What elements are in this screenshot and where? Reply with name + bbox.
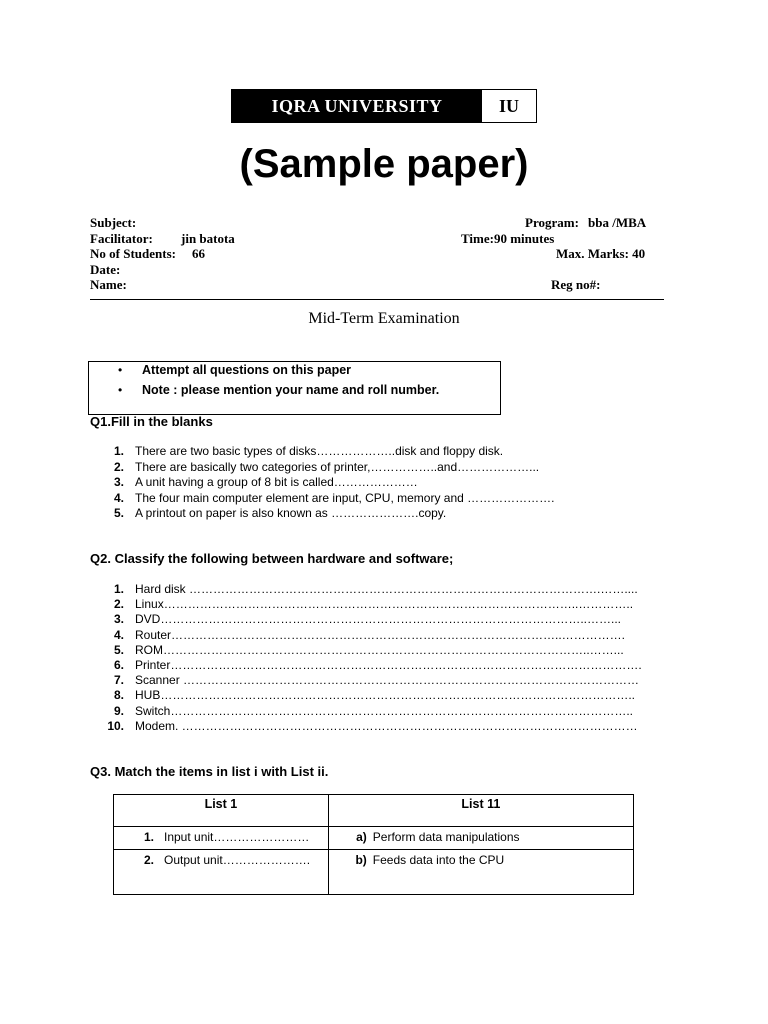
match-right-text: Perform data manipulations xyxy=(372,830,520,844)
question-number: 9. xyxy=(113,703,124,718)
university-logo xyxy=(231,89,537,123)
instruction-item: Attempt all questions on this paper xyxy=(142,363,352,377)
match-left-text: Output unit…………………. xyxy=(164,853,311,867)
sample-paper-title: (Sample paper) xyxy=(239,142,529,186)
facilitator-value: jin batota xyxy=(181,231,235,246)
program-value: bba /MBA xyxy=(588,215,647,230)
students-value: 66 xyxy=(192,246,205,261)
question-number: 3. xyxy=(113,475,124,489)
students-label: No of Students: xyxy=(90,246,176,261)
match-left-text: Input unit…………………… xyxy=(164,830,310,844)
question-text: There are two basic types of disks………………..disk and floppy disk. xyxy=(135,444,504,458)
question-text: Linux…………………………………………………………………………………………..………….. xyxy=(135,597,634,612)
question-text: DVD……………………………………………………………………………………………..……... xyxy=(135,612,622,627)
question-text: ROM……………………………………………………………………………………………..……... xyxy=(135,642,624,657)
question-number: 6. xyxy=(113,658,124,672)
subject-label: Subject: xyxy=(90,215,137,230)
q3-heading: Q3. Match the items in list i with List ii. xyxy=(90,764,329,779)
bullet-icon: • xyxy=(118,363,123,377)
match-table xyxy=(113,794,634,895)
question-text: HUB……………………………………………………………………………………………………….. xyxy=(135,688,636,703)
exam-title: Mid-Term Examination xyxy=(308,310,460,327)
question-number: 5. xyxy=(113,506,124,520)
question-text: The four main computer element are input, CPU, memory and …………………. xyxy=(135,490,555,505)
question-text: Printer………………………………………………………………………………………………………. xyxy=(135,658,642,672)
question-text: A unit having a group of 8 bit is called………………… xyxy=(135,475,418,489)
question-number: 8. xyxy=(113,688,124,703)
question-number: 1. xyxy=(113,582,124,596)
q1-heading: Q1.Fill in the blanks xyxy=(90,414,213,429)
instruction-item: Note : please mention your name and roll number. xyxy=(142,383,440,397)
question-number: 2. xyxy=(113,459,124,474)
match-left-cell xyxy=(114,850,329,895)
date-label: Date: xyxy=(90,262,121,277)
question-number: 4. xyxy=(113,627,124,642)
bullet-icon: • xyxy=(118,383,123,397)
university-abbr: IU xyxy=(498,95,519,116)
time-label: Time:90 minutes xyxy=(461,231,555,246)
name-label: Name: xyxy=(90,277,127,292)
question-text: Modem. …………………………………………………………………………………………………… xyxy=(135,718,638,733)
question-text: Scanner …………………………………………………………………………………………………… xyxy=(135,673,640,688)
match-left-cell xyxy=(114,827,329,850)
program-label: Program: xyxy=(525,215,579,230)
match-right-letter: a) xyxy=(356,830,367,844)
question-number: 5. xyxy=(113,642,124,657)
list1-header: List 1 xyxy=(114,795,329,827)
marks-label: Max. Marks: 40 xyxy=(556,246,646,261)
match-right-cell xyxy=(328,827,633,850)
university-name: IQRA UNIVERSITY xyxy=(232,90,482,122)
question-number: 7. xyxy=(113,673,124,688)
question-number: 1. xyxy=(113,444,124,458)
question-text: A printout on paper is also known as ………………….copy. xyxy=(135,506,447,520)
facilitator-label: Facilitator: xyxy=(90,231,153,246)
list2-header: List 11 xyxy=(328,795,633,827)
q2-heading: Q2. Classify the following between hardware and software; xyxy=(90,551,454,566)
question-number: 3. xyxy=(113,612,124,627)
question-number: 10. xyxy=(107,718,124,733)
match-right-cell xyxy=(328,850,633,895)
question-number: 2. xyxy=(113,597,124,612)
reg-no-label: Reg no#: xyxy=(551,277,601,292)
match-right-text: Feeds data into the CPU xyxy=(372,853,505,867)
match-left-num: 1. xyxy=(143,830,154,844)
question-number: 4. xyxy=(113,490,124,505)
match-right-letter: b) xyxy=(355,853,367,867)
question-text: There are basically two categories of printer,……………..and………………... xyxy=(135,459,540,474)
header-divider xyxy=(90,299,664,300)
question-text: Router……………………………………………………………………………………..……………. xyxy=(135,627,626,642)
match-left-num: 2. xyxy=(143,853,154,867)
question-text: Switch…………………………………………………………………………………………………….. xyxy=(135,703,634,718)
question-text: Hard disk ………………………………………………………………………………………….…….... xyxy=(135,582,638,596)
